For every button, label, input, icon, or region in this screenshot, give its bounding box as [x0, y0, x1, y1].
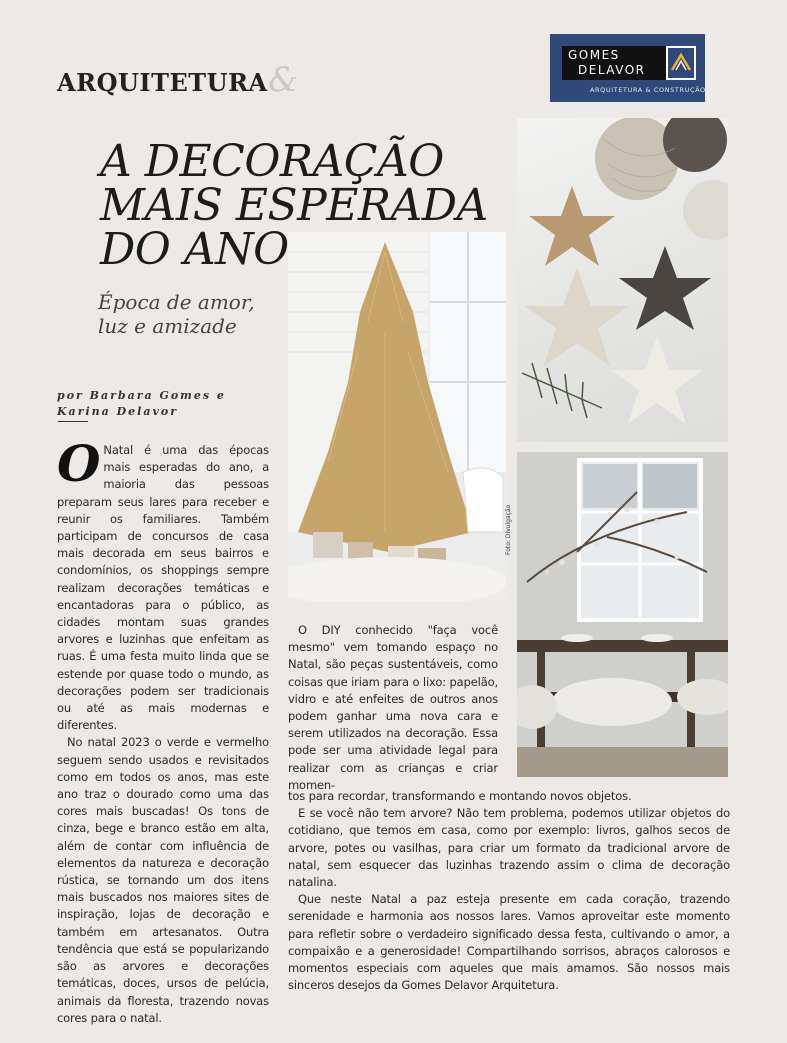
logo-line-1: GOMES — [568, 48, 620, 62]
article-column-2 — [288, 622, 498, 794]
headline-line-1: A DECORAÇÃO — [100, 136, 444, 187]
paragraph-intro — [57, 434, 269, 734]
stars-ornament-photo — [517, 118, 728, 442]
article-headline — [100, 136, 510, 275]
logo-line-2: DELAVOR — [578, 63, 646, 77]
headline-line-2: MAIS ESPERADA — [100, 180, 488, 231]
logo-wordmark-box — [562, 46, 666, 80]
paragraph-diy-continued: tos para recordar, transformando e montando novos objetos. — [288, 789, 632, 803]
section-title: ARQUITETURA — [57, 68, 268, 97]
paragraph-closing: Que neste Natal a paz esteja presente em cada coração, trazendo serenidade e harmonia aos nossos lares. Vamos aproveitar este momento para refletir sobre o verdadeiro significado dessa festa, cultivando o amor, a compaixão e a generosidade! Compartilhando sorrisos, abraços calorosos e momentos especiais com aqueles que mais amamos. São nossos mais sinceros desejos da Gomes Delavor Arquitetura. — [288, 892, 730, 993]
byline-divider — [58, 421, 88, 422]
logo-tagline: ARQUITETURA & CONSTRUÇÃO — [590, 86, 706, 94]
subtitle-line-2: luz e amizade — [98, 314, 237, 338]
paragraph-no-tree: E se você não tem arvore? Não tem problema, podemos utilizar objetos do cotidiano, que temos em casa, como por exemplo: livros, galhos secos de arvore, potes ou vasilhas, para criar um formato da tradicional arvore de natal, sem esquecer das luzinhas trazendo assim o clima de decoração natalina. — [288, 806, 730, 890]
dining-room-photo — [517, 452, 728, 777]
logo-mark-icon — [666, 46, 696, 80]
subtitle-line-1: Época de amor, — [98, 290, 255, 314]
paragraph-trends: No natal 2023 o verde e vermelho seguem sendo usados e revisitados como em todos os anos, mas este ano traz o dourado como uma das cores mais buscadas! Os tons de cinza, bege e branco estão em alta, além de contar com influência de elementos da natureza e decoração rústica, se tornando um dos itens mais buscados nos maiores sites de inspiração, lojas de decoração e também em artesanatos. Outra tendência que está se popularizando são as arvores e decorações temáticas, doces, ursos de pelúcia, animais da floresta, trazendo novas cores para o natal. — [57, 735, 269, 1025]
byline — [57, 388, 287, 420]
brand-logo — [550, 34, 705, 102]
article-subtitle — [98, 290, 298, 338]
byline-line-1: por Barbara Gomes e — [57, 389, 226, 402]
headline-line-3: DO ANO — [100, 224, 289, 275]
drop-cap: O — [57, 434, 101, 493]
paragraph-intro-text: Natal é uma das épocas mais esperadas do ano, a maioria das pessoas preparam seus lares para receber e reunir os familiares. Também participam de concursos de casa mais decorada em seus bairros e condomínios, os shoppings sempre realizam decorações temáticas e encantadoras para o público, as cidades montam suas grandes arvores e luzinhas que enfeitam as ruas. É uma festa muito linda que se estende por quase todo o mundo, as decorações podem ser tradicionais ou até as mais modernas e diferentes. — [57, 443, 269, 733]
paragraph-diy: O DIY conhecido "faça você mesmo" vem tomando espaço no Natal, são peças sustentáveis, como coisas que iriam para o lixo: papelão, vidro e até enfeites de outros anos podem ganhar uma nova cara e serem utilizados na decoração. Essa pode ser uma atividade legal para realizar com as crianças e criar momen- — [288, 623, 498, 792]
golden-tree-photo — [288, 232, 506, 602]
article-column-1 — [57, 434, 269, 1027]
byline-line-2: Karina Delavor — [57, 405, 178, 418]
photo-credit: Foto: Divulgação — [505, 504, 512, 555]
article-column-3 — [288, 788, 730, 994]
section-ampersand: & — [268, 60, 299, 100]
